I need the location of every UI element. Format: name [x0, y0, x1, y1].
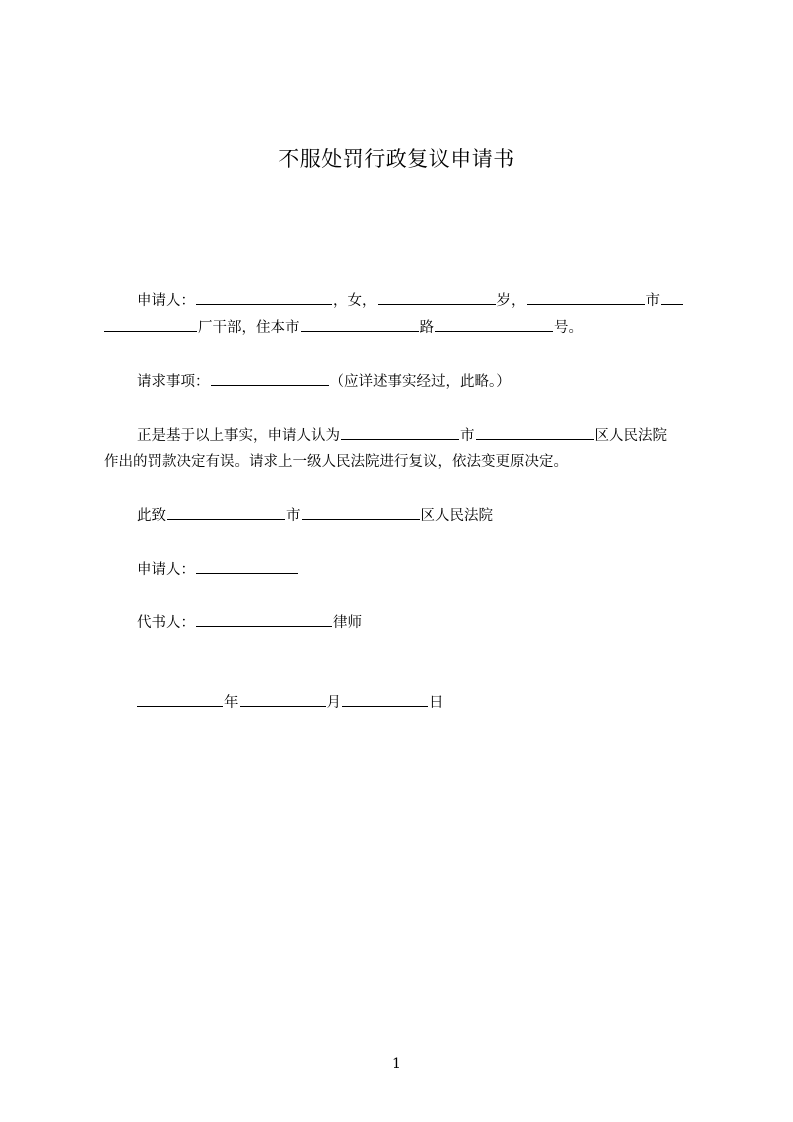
address-to-line [137, 505, 493, 526]
city-blank [527, 290, 645, 305]
road-blank [301, 317, 419, 332]
basis-line-2 [104, 452, 568, 472]
road-text: 路 [419, 320, 434, 336]
signature-applicant-line [137, 559, 299, 580]
year-text: 年 [224, 695, 239, 711]
address-city-text: 市 [286, 508, 301, 524]
age-blank [378, 290, 496, 305]
applicant-label: 申请人： [137, 293, 195, 309]
number-text: 号。 [554, 320, 583, 336]
basis-line-1 [137, 425, 667, 446]
signature-applicant-blank [196, 559, 298, 574]
signature-agent-suffix: 律师 [333, 615, 362, 631]
gender-text: ，女， [333, 293, 377, 309]
applicant-line-1 [137, 290, 684, 311]
address-city-blank [167, 505, 285, 520]
number-blank [435, 317, 553, 332]
request-note: （应详述事实经过，此略。） [329, 374, 511, 390]
applicant-line-2 [104, 317, 583, 338]
day-text: 日 [429, 695, 444, 711]
request-line [137, 371, 511, 392]
year-blank [137, 692, 223, 707]
basis-intro: 正是基于以上事实，申请人认为 [137, 428, 340, 444]
factory-text: 厂干部，住本市 [198, 320, 300, 336]
address-prefix: 此致 [137, 508, 166, 524]
request-label: 请求事项： [137, 374, 210, 390]
age-unit-text: 岁， [496, 293, 526, 309]
date-line [137, 692, 444, 713]
basis-line-2-text: 作出的罚款决定有误。请求上一级人民法院进行复议，依法变更原决定。 [104, 454, 568, 470]
address-court-text: 区人民法院 [420, 508, 493, 524]
signature-applicant-label: 申请人： [137, 562, 195, 578]
month-text: 月 [326, 695, 341, 711]
signature-agent-label: 代书人： [137, 615, 195, 631]
signature-agent-line [137, 612, 362, 633]
basis-city-blank [341, 425, 459, 440]
page-number: 1 [392, 1056, 401, 1072]
day-blank [342, 692, 428, 707]
document-title: 不服处罚行政复议申请书 [278, 147, 515, 171]
city-tail-blank [661, 290, 683, 305]
month-blank [240, 692, 326, 707]
signature-agent-blank [196, 612, 332, 627]
basis-district-blank [476, 425, 594, 440]
factory-blank [104, 317, 197, 332]
request-blank [211, 371, 329, 386]
basis-court-text: 区人民法院 [594, 428, 667, 444]
basis-city-text: 市 [460, 428, 475, 444]
applicant-name-blank [196, 290, 332, 305]
address-district-blank [302, 505, 420, 520]
city-text: 市 [645, 293, 660, 309]
